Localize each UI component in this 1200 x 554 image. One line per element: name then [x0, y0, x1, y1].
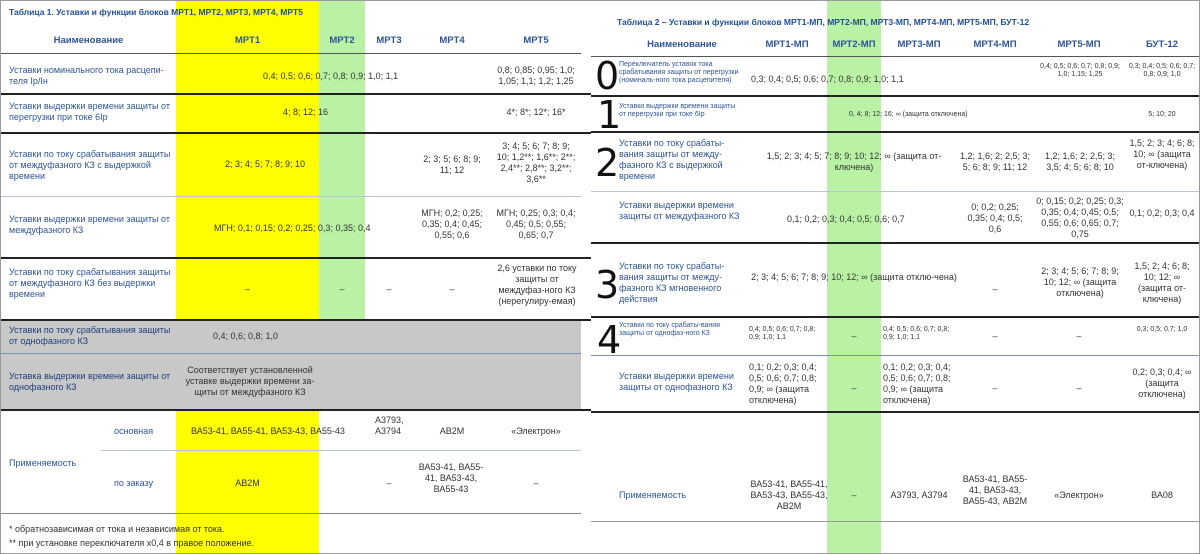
table2-r7-but12: 0,2; 0,3; 0,4; ∞ (защита отключена): [1132, 367, 1192, 399]
table2-r7-mrt2: –: [851, 383, 857, 393]
table2-applic-mrt5: «Электрон»: [1054, 490, 1104, 500]
table1-applic-order: по заказу: [114, 478, 154, 488]
table2-r2-values: 0, 4; 8; 12; 16; ∞ (защита отключена): [849, 111, 968, 118]
table1-r4-name: Уставки выдержки времени защиты от междуфазного КЗ: [9, 214, 170, 235]
table2-applic-label: Применяемость: [619, 490, 687, 500]
table1-r2-mrt1: 4; 8; 12; 16: [283, 107, 329, 117]
table1-r7-mrt1: Соответствует установленной уставке выдержки времени за-щиты от междуфазного КЗ: [185, 365, 315, 397]
table2-r7-mrt5: –: [1076, 383, 1082, 393]
table1-applic-main-mrt4: АВ2М: [439, 426, 465, 436]
table1-r2-name: Уставки выдержки времени защиты от перегрузки при токе 6Iр: [9, 101, 170, 122]
table1-r4-mrt4: МГН; 0,2; 0,25; 0,35; 0,4; 0,45; 0,55; 0,6: [421, 208, 483, 240]
table1-header-name: Наименование: [53, 35, 124, 46]
table1-header-mrt3: МРТ3: [376, 35, 402, 46]
table2-r5-but12: 1,5; 2; 4; 6; 8; 10; 12; ∞ (защита от-ключена): [1134, 261, 1190, 304]
table2-r4-mrt5: 0; 0,15; 0,2; 0,25; 0,3; 0,35; 0,4; 0,45; 0,5; 0,55; 0,6; 0,65; 0,7; 0,75: [1036, 196, 1124, 239]
table1-header-mrt5: МРТ5: [523, 35, 549, 46]
table2-applic-mrt3: А3793, А3794: [890, 490, 948, 500]
table2-r7-mrt3: 0,1; 0,2; 0,3; 0,4; 0,5; 0,6; 0,7; 0,8; 0,9; ∞ (защита отключена): [883, 362, 951, 405]
table2-header-mrt2: МРТ2-МП: [832, 39, 876, 50]
table2-r3-mrt4: 1,2; 1,6; 2; 2,5; 3; 5; 6; 8; 9; 11; 12: [959, 151, 1031, 172]
group-digit-2: 2: [595, 141, 620, 185]
table2-title: Таблица 2 – Уставки и функции блоков МРТ1-МП, МРТ2-МП, МРТ3-МП, МРТ4-МП, МРТ5-МП, БУТ-12: [617, 17, 1030, 27]
table2-r6-mrt3: 0,4; 0,5; 0,6; 0,7; 0,8; 0,9; 1,0; 1,1: [883, 326, 950, 341]
table2-r7-mrt4: –: [992, 383, 998, 393]
table1-r3-mrt4: 2; 3; 5; 6; 8; 9; 11; 12: [423, 154, 481, 175]
table1-applic-order-mrt4: ВА53-41, ВА55-41, ВА53-43, ВА55-43: [418, 462, 484, 494]
table2-r1-values: 0,3; 0,4; 0,5; 0,6; 0,7; 0,8; 0,9; 1,0; 1,1: [751, 74, 904, 84]
table1-footnote-2: ** при установке переключателя x0,4 в правое положение.: [9, 538, 255, 548]
group-digit-3: 3: [595, 263, 620, 307]
group-digit-4: 4: [597, 318, 622, 362]
table2-r2-name: Уставки выдержки времени защиты от перегрузки при токе 6Iр: [619, 103, 736, 118]
table2-r1-name: Переключатель уставок тока срабатывания защиты от перегрузки (номиналь-ного тока расцепителя): [619, 61, 739, 84]
mrt1-highlight-column: [176, 1, 319, 554]
table2-r6-mrt1: 0,4; 0,5; 0,6; 0,7; 0,8; 0,9; 1,0; 1,1: [749, 326, 816, 341]
table1-applic-main-mrt1: ВА53-41, ВА55-41, ВА53-43, ВА55-43: [191, 426, 345, 436]
table2-r7-name: Уставки выдержки времени защиты от однофазного КЗ: [619, 371, 734, 392]
table2-applic-mrt4: ВА53-41, ВА55-41, ВА53-43, ВА55-43, АВ2М: [962, 474, 1028, 506]
table1-applic-main-mrt5: «Электрон»: [511, 426, 561, 436]
table1-title: Таблица 1. Уставки и функции блоков МРТ1, МРТ2, МРТ3, МРТ4, МРТ5: [9, 7, 303, 17]
table1-r3-name: Уставки по току срабатывания защиты от междуфазного КЗ с выдержкой времени: [9, 149, 171, 181]
table2-applic-but12: ВА08: [1151, 490, 1173, 500]
table2-r3-values: 1,5; 2; 3; 4; 5; 7; 8; 9; 10; 12; ∞ (защита от-ключена): [766, 151, 942, 172]
table1-r6-mrt1: 0,4; 0,6; 0,8; 1,0: [213, 331, 279, 341]
table2-header-mrt5: МРТ5-МП: [1057, 39, 1101, 50]
table1-r3-mrt5: 3; 4; 5; 6; 7; 8; 9; 10; 1,2**; 1,6**; 2**; 2,4**; 2,8**; 3,2**; 3,6**: [496, 141, 576, 184]
table1-r1-mrt5: 0,8; 0,85; 0,95; 1,0; 1,05; 1,1; 1,2; 1,25: [497, 65, 575, 86]
table1-r5-mrt5: 2,6 уставки по току защиты от междуфаз-ного КЗ (нерегулиру-емая): [497, 263, 577, 306]
table1-r7-name: Уставка выдержки времени защиты от однофазного КЗ: [9, 371, 171, 392]
table2-r3-but12: 1,5; 2; 3; 4; 6; 8; 10; ∞ (защита от-ключена): [1129, 138, 1195, 170]
table1-r1-name: Уставки номинального тока расцепи-теля Iр/Iн: [9, 65, 164, 86]
table1-applic-label: Применяемость: [9, 458, 77, 468]
table1-applic-order-mrt5: –: [533, 478, 539, 488]
table1-r2-mrt5: 4*; 8*; 12*; 16*: [506, 107, 566, 117]
table1-r4-mrt1: МГН; 0,1; 0,15; 0,2; 0,25; 0,3; 0,35; 0,4: [214, 223, 371, 233]
table1-applic-main-mrt3: А3793, А3794: [375, 415, 404, 436]
table2-r1-but12: 0,3; 0,4; 0,5; 0,6; 0,7; 0,8; 0,9; 1,0: [1128, 63, 1196, 78]
table1-r5-mrt2-dash: –: [339, 284, 345, 294]
table1-r5-mrt4-dash: –: [449, 284, 455, 294]
table2-r4-but12: 0,1; 0,2; 0,3; 0,4: [1129, 208, 1195, 218]
table2-r5-values: 2; 3; 4; 5; 6; 7; 8; 9; 10; 12; ∞ (защита отклю-чена): [751, 272, 957, 282]
table2-r4-mrt4: 0; 0,2; 0,25; 0,35; 0,4; 0,5; 0,6: [967, 202, 1023, 234]
table2-r6-mrt2: –: [851, 331, 857, 341]
table1-footnote-1: * обратнозависимая от тока и независимая от тока.: [9, 524, 225, 534]
table2-r6-mrt5: –: [1076, 331, 1082, 341]
table1-r1-mrt1: 0,4; 0,5; 0,6; 0,7; 0,8; 0,9; 1,0; 1,1: [263, 71, 399, 81]
table2-r6-mrt4: –: [992, 331, 998, 341]
table1-applic-main: основная: [114, 426, 154, 436]
table2-r7-mrt1: 0,1; 0,2; 0,3; 0,4; 0,5; 0,6; 0,7; 0,8; 0,9; ∞ (защита отключена): [749, 362, 817, 405]
group-digit-1: 1: [597, 93, 622, 137]
table2-r3-mrt5: 1,2; 1,6; 2; 2,5; 3; 3,5; 4; 5; 6; 8; 10: [1044, 151, 1116, 172]
table1-header-mrt2: МРТ2: [329, 35, 355, 46]
table1-header-mrt1: МРТ1: [234, 35, 261, 46]
table1-r6-name: Уставки по току срабатывания защиты от однофазного КЗ: [9, 325, 171, 346]
group-digit-0: 0: [595, 54, 620, 98]
table1-applic-order-mrt1: АВ2М: [235, 478, 260, 488]
table2-r4-name: Уставки выдержки времени защиты от междуфазного КЗ: [619, 200, 740, 221]
table2-applic-mrt2: –: [851, 490, 857, 500]
table2-header-but12: БУТ-12: [1145, 39, 1179, 50]
table2-header-mrt1: МРТ1-МП: [765, 39, 809, 50]
table2-r4-values: 0,1; 0,2; 0,3; 0,4; 0,5; 0,6; 0,7: [787, 214, 905, 224]
table1-applic-order-mrt3: –: [386, 478, 392, 488]
table2-r3-name: Уставки по току срабаты-вания защиты от между-фазного КЗ с выдержкой времени: [619, 138, 725, 181]
table2-header-name: Наименование: [647, 39, 717, 50]
table2-r6-name: Уставки по току срабаты-вания защиты от однофаз-ного КЗ: [619, 322, 720, 337]
table1-r5-mrt1-dash: –: [244, 284, 250, 294]
table1-r5-name: Уставки по току срабатывания защиты от междуфазного КЗ без выдержки времени: [9, 267, 171, 299]
table1-r5-mrt3-dash: –: [386, 284, 392, 294]
table2-r1-mrt5: 0,4; 0,5; 0,6; 0,7; 0,8; 0,9; 1,0; 1,15; 1,25: [1040, 63, 1120, 78]
table1-header-mrt4: МРТ4: [439, 35, 465, 46]
table1-r3-mrt1: 2; 3; 4; 5; 7; 8; 9; 10: [225, 159, 306, 169]
table2-r5-name: Уставки по току срабаты-вания защиты от между-фазного КЗ мгновенного действия: [619, 261, 725, 304]
table2-r5-mrt5: 2; 3; 4; 5; 6; 7; 8; 9; 10; 12; ∞ (защита отключена): [1041, 266, 1119, 298]
table1-r4-mrt5: МГН; 0,25; 0,3; 0,4; 0,45; 0,5; 0,55; 0,65; 0,7: [496, 208, 576, 240]
table2-r6-but12: 0,3; 0,5; 0,7; 1,0: [1136, 326, 1188, 333]
table2-r2-but12: 5; 10; 20: [1148, 111, 1176, 118]
table2-applic-mrt1: ВА53-41, ВА55-41, ВА53-43, ВА55-43, АВ2М: [750, 479, 828, 511]
table2-header-mrt4: МРТ4-МП: [973, 39, 1017, 50]
table2-header-mrt3: МРТ3-МП: [897, 39, 941, 50]
table2-r5-mrt4: –: [992, 284, 998, 294]
